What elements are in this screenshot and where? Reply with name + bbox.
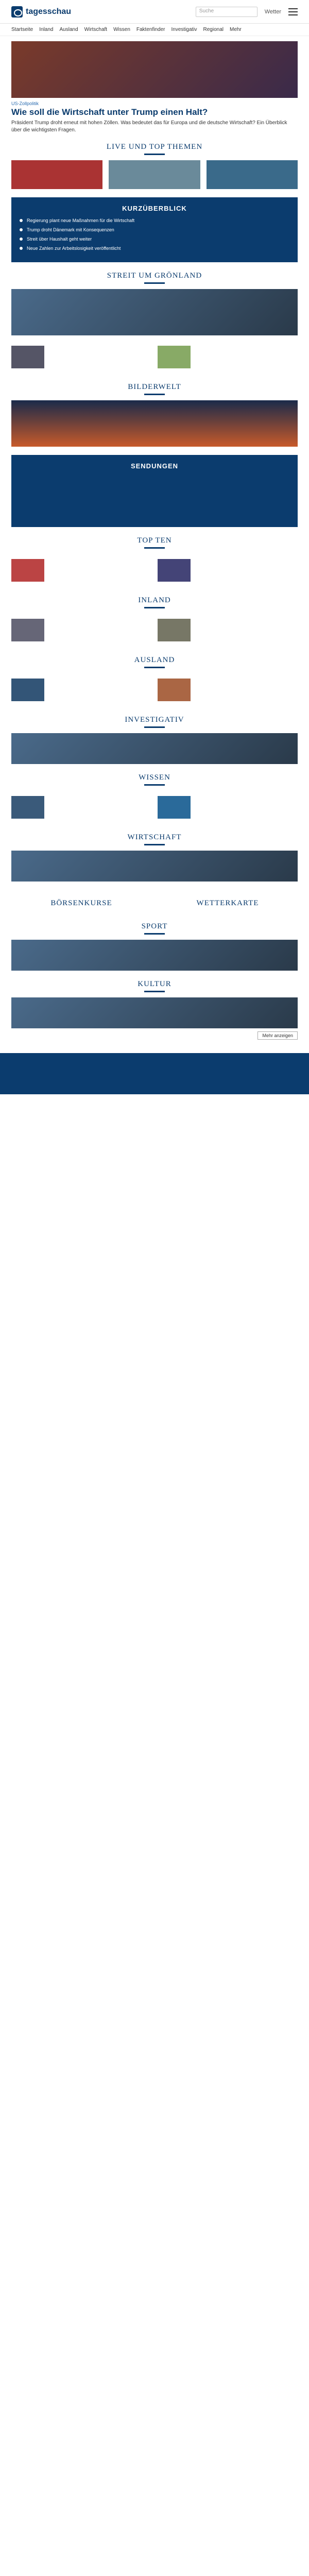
list-item[interactable] [11,796,151,819]
section-streit: STREIT UM GRÖNLAND [11,272,298,284]
kurz-title: KURZÜBERBLICK [122,205,187,212]
site-footer [0,1053,309,1094]
kurz-item[interactable]: Trump droht Dänemark mit Konsequenzen [20,227,289,233]
nav-item[interactable]: Regional [203,27,224,32]
card[interactable] [109,160,200,189]
section-wirtschaft: WIRTSCHAFT [11,833,298,845]
nav-item[interactable]: Ausland [59,27,78,32]
logo-icon [11,6,23,18]
lead-title[interactable]: Wie soll die Wirtschaft unter Trump einen Halt? [11,107,208,117]
logo-text: tagesschau [26,7,72,16]
kurz-item[interactable]: Regierung plant neue Maßnahmen für die Wirtschaft [20,217,289,224]
nav-item[interactable]: Faktenfinder [136,27,165,32]
section-ausland: AUSLAND [11,656,298,668]
menu-icon[interactable] [288,8,298,15]
nav-item[interactable]: Wirtschaft [84,27,108,32]
bilder-image[interactable] [11,400,298,447]
list-item[interactable] [11,559,151,582]
list-item[interactable] [158,679,298,701]
section-topten: TOP TEN [11,536,298,549]
section-boerse: BÖRSENKURSE [50,899,112,907]
streit-image[interactable] [11,289,298,335]
section-bilder: BILDERWELT [11,383,298,395]
sendungen-box [11,455,298,527]
nav-item[interactable]: Mehr [230,27,242,32]
nav-item[interactable]: Startseite [11,27,33,32]
live-cards [11,160,298,189]
kurzueberblick-box [11,197,298,262]
section-live: LIVE UND TOP THEMEN [11,143,298,155]
list-item[interactable] [158,346,298,368]
nav-item[interactable]: Investigativ [171,27,197,32]
kurz-item[interactable]: Neue Zahlen zur Arbeitslosigkeit veröffentlicht [20,245,289,251]
card[interactable] [207,160,298,189]
sport-image[interactable] [11,940,298,971]
list-item[interactable] [158,796,298,819]
kurz-item[interactable]: Streit über Haushalt geht weiter [20,236,289,242]
main-content [0,41,309,1043]
section-sport: SPORT [11,922,298,935]
lead-topline: US-Zollpolitik [11,101,39,106]
nav-item[interactable]: Inland [39,27,54,32]
weather-link[interactable]: Wetter [264,8,281,15]
search-input[interactable]: Suche [196,7,258,17]
investigativ-image[interactable] [11,733,298,764]
wirtschaft-image[interactable] [11,851,298,882]
section-wissen: WISSEN [11,773,298,786]
list-item[interactable] [11,346,151,368]
site-logo[interactable] [11,6,71,18]
kultur-image[interactable] [11,997,298,1028]
list-item[interactable] [158,619,298,641]
list-item[interactable] [11,679,151,701]
section-inland: INLAND [11,596,298,608]
lead-teaser: Präsident Trump droht erneut mit hohen Zöllen. Was bedeutet das für Europa und die deutsche Wirtschaft? Ein Überblick über die wichtigsten Fragen. [11,120,287,133]
section-kultur: KULTUR [11,980,298,992]
list-item[interactable] [11,619,151,641]
more-button[interactable]: Mehr anzeigen [258,1031,298,1040]
list-item[interactable] [158,559,298,582]
lead-image[interactable] [11,41,298,98]
nav-item[interactable]: Wissen [113,27,130,32]
sendungen-title: SENDUNGEN [130,462,179,470]
section-investigativ: INVESTIGATIV [11,716,298,728]
main-nav [0,24,309,36]
card[interactable] [11,160,102,189]
section-wetter: WETTERKARTE [196,899,259,907]
page [0,0,309,1094]
site-header [0,0,309,24]
